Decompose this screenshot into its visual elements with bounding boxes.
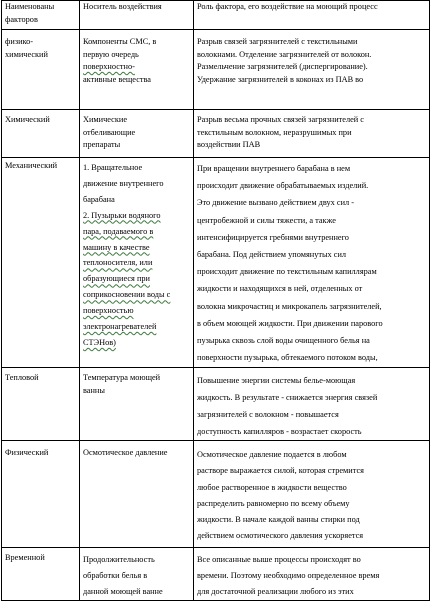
- cell-text: пара, подаваемого в: [83, 226, 154, 236]
- header-text: Носитель воздействия: [83, 2, 162, 11]
- cell-text: Разрыв связей загрязнителей с текстильными: [197, 37, 358, 46]
- cell-text: барабана: [83, 194, 115, 204]
- cell-text: Удержание загрязнителей в коконах из ПАВ во: [197, 74, 364, 84]
- cell-text: для достаточной реализации любого из этих: [197, 587, 354, 596]
- table-row: [2, 158, 430, 368]
- role-cell: [194, 158, 430, 368]
- cell-text: Разрыв весьма прочных связей загрязнителей с: [197, 115, 364, 124]
- role-cell: [194, 30, 430, 110]
- cell-text: в объем моющей жидкости. При движении парового: [197, 318, 383, 328]
- cell-text: 1. Вращательное: [83, 163, 143, 172]
- cell-text: доступность капилляров - возрастает скорость: [197, 427, 362, 436]
- cell-text: Химический: [5, 115, 50, 124]
- factor-name-cell: [2, 158, 80, 368]
- cell-text: жидкости и находящихся в ней, отделенных от: [197, 284, 363, 294]
- cell-text: воздействии ПАВ: [197, 140, 261, 150]
- table-row: [2, 441, 430, 548]
- cell-text: ванны: [83, 385, 105, 395]
- header-text: Наименованы: [5, 2, 55, 11]
- cell-text: центробежной и силы тяжести, а также: [197, 215, 336, 225]
- carrier-cell: [80, 158, 194, 368]
- cell-text: пузырька сквозь слой воды очищенного белья на: [197, 336, 370, 346]
- cell-text: Продолжительность: [83, 555, 155, 564]
- table-row: [2, 110, 430, 158]
- cell-text: поверхностью: [83, 306, 134, 316]
- cell-text: образующиеся при: [83, 274, 150, 284]
- cell-text: жидкости. В начале каждой ванны стирки под: [197, 515, 360, 525]
- cell-text: поверхности пузырька, обтекаемого потоком воды,: [197, 353, 378, 363]
- cell-text: первую очередь: [83, 49, 139, 59]
- factors-table: [1, 0, 430, 601]
- factor-name-cell: [2, 368, 80, 441]
- cell-text: растворе выражается силой, которая стремится: [197, 466, 364, 476]
- cell-text: происходит движение по текстильным капиллярам: [197, 267, 377, 277]
- header-role: [194, 1, 430, 30]
- cell-text: Тепловой: [5, 373, 39, 382]
- cell-text: волокнами. Отделение загрязнителей от волокон.: [197, 49, 372, 59]
- factor-name-cell: [2, 110, 80, 158]
- role-cell: [194, 548, 430, 601]
- cell-text: поверхностно-: [83, 62, 135, 72]
- carrier-cell: [80, 110, 194, 158]
- cell-text: Временной: [5, 553, 45, 562]
- role-cell: [194, 441, 430, 548]
- header-row: [2, 1, 430, 30]
- header-text: Роль фактора, его воздействие на моющий процесс: [197, 2, 378, 11]
- cell-text: препараты: [83, 140, 121, 150]
- factor-name-cell: [2, 30, 80, 110]
- cell-text: Компоненты СМС, в: [83, 37, 157, 46]
- role-cell: [194, 368, 430, 441]
- cell-text: электронагревателей: [83, 322, 157, 332]
- cell-text: распределить равномерно по всему объему: [197, 498, 350, 508]
- cell-text: движение внутреннего: [83, 178, 164, 188]
- cell-text: барабана. Под действием упомянутых сил: [197, 250, 347, 260]
- cell-text: физико-: [5, 37, 34, 46]
- carrier-cell: [80, 441, 194, 548]
- cell-text: времени. Поэтому необходимо определенное время: [197, 571, 380, 580]
- carrier-cell: [80, 30, 194, 110]
- cell-text: Осмотическое давление подается в любом: [197, 450, 347, 459]
- cell-text: Механический: [5, 161, 58, 170]
- cell-text: активные вещества: [83, 74, 151, 84]
- carrier-cell: [80, 368, 194, 441]
- header-text: факторов: [5, 14, 38, 24]
- cell-text: любое растворенное в жидкости вещество: [197, 482, 347, 492]
- factor-name-cell: [2, 441, 80, 548]
- cell-text: теплоносителя, или: [83, 258, 153, 268]
- cell-text: Физический: [5, 448, 49, 457]
- cell-text: При вращении внутреннего барабана в нем: [197, 164, 351, 173]
- cell-text: волокна микрочастиц и микрокапель загрязнителей,: [197, 301, 382, 311]
- table-row: [2, 30, 430, 110]
- cell-text: Размельчение загрязнителей (диспергирование).: [197, 62, 368, 72]
- cell-text: отбеливающие: [83, 127, 136, 137]
- role-cell: [194, 110, 430, 158]
- cell-text: Повышение энергии системы белье-моющая: [197, 376, 356, 385]
- header-factor-name: [2, 1, 80, 30]
- factor-name-cell: [2, 548, 80, 601]
- cell-text: машину в качестве: [83, 242, 150, 252]
- cell-text: соприкосновении воды с: [83, 290, 171, 300]
- cell-text: Температура моющей: [83, 373, 161, 382]
- cell-text: текстильным волокном, неразрушимых при: [197, 127, 352, 137]
- cell-text: интенсифицируется гребнями внутреннего: [197, 232, 349, 242]
- carrier-cell: [80, 548, 194, 601]
- header-carrier: [80, 1, 194, 30]
- cell-text: обработки белья в: [83, 571, 148, 580]
- cell-text: Химические: [83, 115, 128, 124]
- cell-text: загрязнителей с волокном - повышается: [197, 410, 339, 419]
- cell-text: 2. Пузырьки водяного: [83, 210, 161, 220]
- cell-text: данной моющей ванне: [83, 587, 163, 596]
- table-row: [2, 548, 430, 601]
- cell-text: действием осмотического давления ускоряется: [197, 531, 364, 541]
- cell-text: Осмотическое давление: [83, 448, 168, 457]
- cell-text: жидкость. В результате - снижается энергия связей: [197, 393, 378, 402]
- cell-text: происходит движение обрабатываемых изделий.: [197, 181, 369, 191]
- cell-text: химический: [5, 49, 48, 59]
- cell-text: Это движение вызвано действием двух сил -: [197, 198, 355, 208]
- table-row: [2, 368, 430, 441]
- cell-text: Все описанные выше процессы происходят во: [197, 555, 361, 564]
- cell-text: СТЭНов): [83, 337, 116, 347]
